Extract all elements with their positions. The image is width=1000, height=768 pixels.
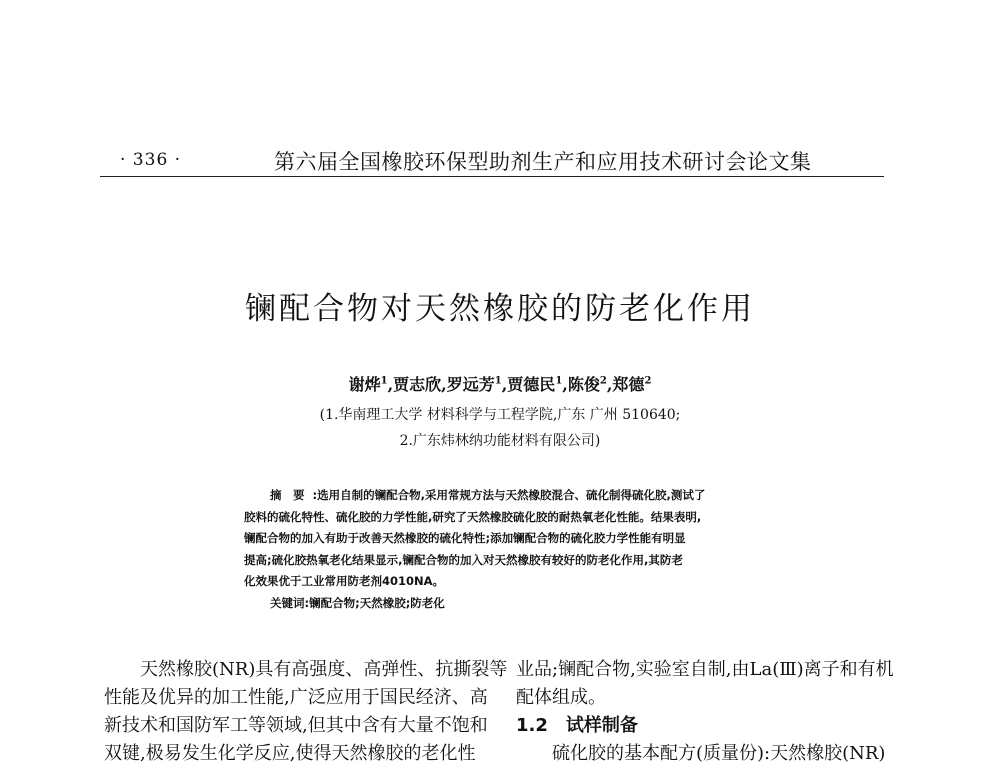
journal-title: 第六届全国橡胶环保型助剂生产和应用技术研讨会论文集 <box>274 150 812 174</box>
affiliation-2: 2.广东炜林纳功能材料有限公司) <box>399 433 601 449</box>
section-heading: 1.2 试样制备 <box>516 715 638 736</box>
author-list: 谢烨$^1$,贾志欣,罗远芳$^1$,贾德民$^1$,陈俊$^2$,郑德$^2$ <box>348 375 652 394</box>
author-affiliation-mark: 2 <box>644 375 652 387</box>
keywords-label: 关键词 <box>270 595 305 610</box>
author-name: 贾德民 <box>507 375 556 394</box>
author-name: 罗远芳 <box>446 375 495 394</box>
page-number: · 336 · <box>120 150 182 170</box>
keywords <box>270 593 754 615</box>
author-name: 贾志欣 <box>393 375 442 394</box>
body-right-column <box>516 656 896 768</box>
author-name: 郑德 <box>612 375 645 394</box>
author-affiliation-mark: 1 <box>494 375 502 387</box>
paper-title: 镧配合物对天然橡胶的防老化作用 <box>245 291 755 327</box>
body-line: 配体组成。 <box>516 687 606 708</box>
abstract-line: 镧配合物的加入有助于改善天然橡胶的硫化特性;添加镧配合物的硫化胶力学性能有明显 <box>244 531 686 545</box>
abstract-label: 摘 要 <box>270 488 305 502</box>
author-affiliation-mark: 2 <box>599 375 607 387</box>
body-line: 业品;镧配合物,实验室自制,由La(Ⅲ)离子和有机 <box>516 659 894 680</box>
body-left-column <box>104 656 508 768</box>
author-affiliation-mark: 1 <box>380 375 388 387</box>
body-line: 性能及优异的加工性能,广泛应用于国民经济、高 <box>104 687 488 708</box>
abstract-line: 胶料的硫化特性、硫化胶的力学性能,研究了天然橡胶硫化胶的耐热氧老化性能。结果表明, <box>244 509 702 524</box>
body-line: 硫化胶的基本配方(质量份):天然橡胶(NR) <box>552 743 886 764</box>
author-name: 陈俊 <box>567 375 600 394</box>
header-rule <box>100 176 884 177</box>
abstract-line: :选用自制的镧配合物,采用常规方法与天然橡胶混合、硫化制得硫化胶,测试了 <box>312 488 706 502</box>
affiliation-1: (1.华南理工大学 材料科学与工程学院,广东 广州 510640; <box>319 407 681 423</box>
abstract-line: 化效果优于工业常用防老剂4010NA。 <box>244 574 445 588</box>
body-line: 新技术和国防军工等领域,但其中含有大量不饱和 <box>104 715 488 736</box>
body-line: 天然橡胶(NR)具有高强度、高弹性、抗撕裂等 <box>140 659 508 680</box>
author-name: 谢烨 <box>348 375 381 394</box>
author-affiliation-mark: 1 <box>555 375 563 387</box>
running-header <box>0 146 1000 176</box>
body-line: 双键,极易发生化学反应,使得天然橡胶的老化性 <box>104 743 476 764</box>
keywords-text: :镧配合物;天然橡胶;防老化 <box>304 595 445 610</box>
abstract-line: 提高;硫化胶热氧老化结果显示,镧配合物的加入对天然橡胶有较好的防老化作用,其防老 <box>244 552 683 567</box>
abstract <box>244 485 754 614</box>
